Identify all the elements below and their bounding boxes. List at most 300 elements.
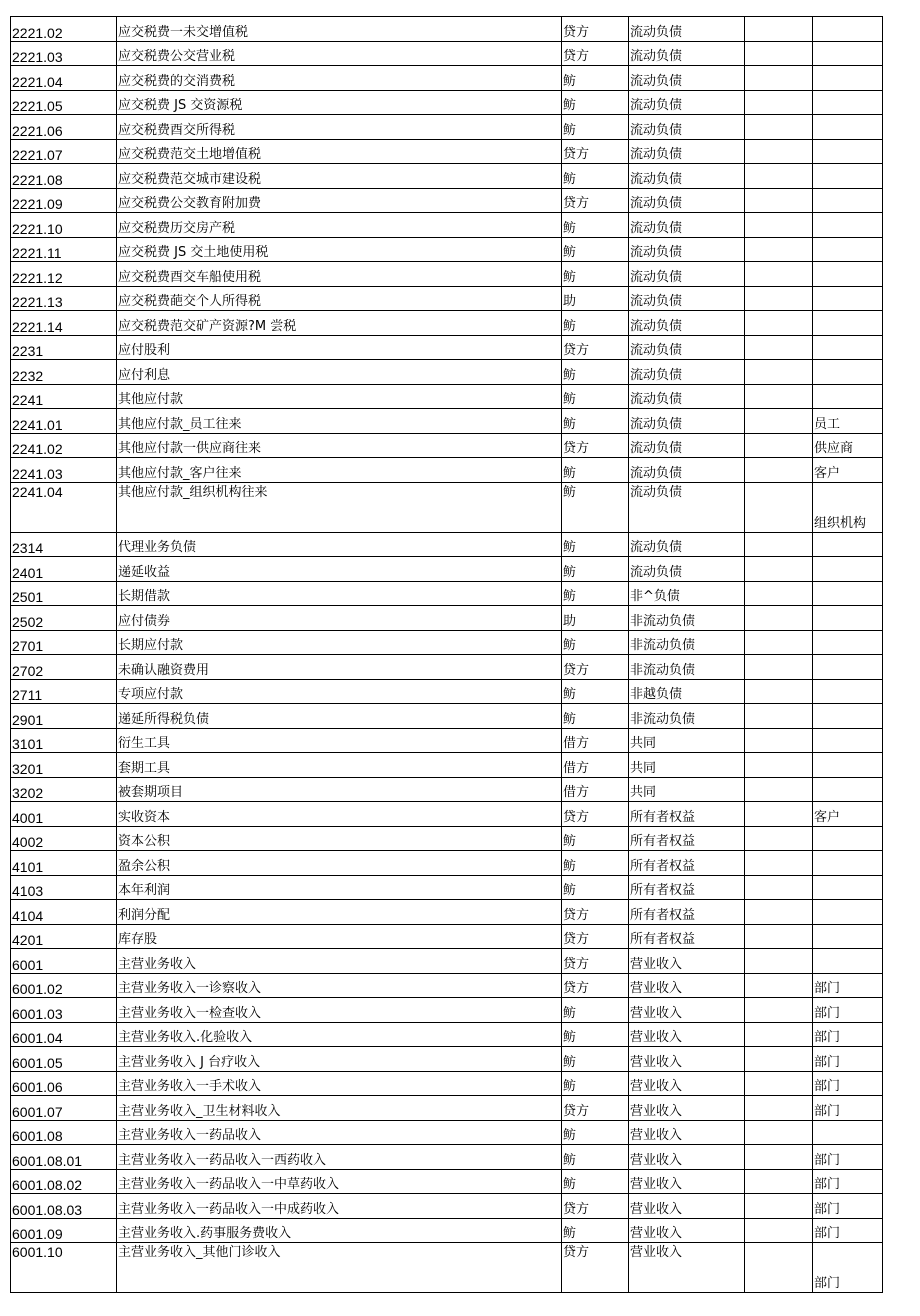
balance-direction: 贷方 xyxy=(562,1243,629,1293)
table-row xyxy=(11,311,883,336)
balance-direction: 鲂 xyxy=(562,851,629,876)
account-name: 专项应付款 xyxy=(117,679,562,704)
balance-direction: 助 xyxy=(562,606,629,631)
account-name: 应付利息 xyxy=(117,360,562,385)
account-code: 2241 xyxy=(11,384,117,409)
blank-cell xyxy=(745,384,813,409)
table-row xyxy=(11,1194,883,1219)
account-category: 流动负债 xyxy=(629,482,745,532)
blank-cell xyxy=(745,90,813,115)
balance-direction: 鲂 xyxy=(562,704,629,729)
auxiliary-item xyxy=(813,655,883,680)
account-category: 营业收入 xyxy=(629,1169,745,1194)
account-category: 非流动负债 xyxy=(629,606,745,631)
account-category: 流动负债 xyxy=(629,335,745,360)
balance-direction: 鲂 xyxy=(562,875,629,900)
account-category: 非越负债 xyxy=(629,679,745,704)
account-code: 2221.08 xyxy=(11,164,117,189)
blank-cell xyxy=(745,802,813,827)
account-code: 6001.02 xyxy=(11,973,117,998)
account-name: 其他应付款一供应商往来 xyxy=(117,433,562,458)
auxiliary-item: 部门 xyxy=(813,998,883,1023)
balance-direction: 鲂 xyxy=(562,409,629,434)
table-row xyxy=(11,900,883,925)
blank-cell xyxy=(745,1047,813,1072)
balance-direction: 鲂 xyxy=(562,1169,629,1194)
account-name: 其他应付款_员工往来 xyxy=(117,409,562,434)
account-category: 共同 xyxy=(629,728,745,753)
balance-direction: 鲂 xyxy=(562,1145,629,1170)
account-name: 主营业务收入 J 台疗收入 xyxy=(117,1047,562,1072)
account-name: 其他应付款_客户往来 xyxy=(117,458,562,483)
balance-direction: 鲂 xyxy=(562,532,629,557)
balance-direction: 鲂 xyxy=(562,557,629,582)
table-row xyxy=(11,777,883,802)
auxiliary-item xyxy=(813,139,883,164)
account-name: 本年利润 xyxy=(117,875,562,900)
account-name: 主营业务收入 xyxy=(117,949,562,974)
table-row xyxy=(11,90,883,115)
balance-direction: 借方 xyxy=(562,728,629,753)
account-name: 利润分配 xyxy=(117,900,562,925)
balance-direction: 贷方 xyxy=(562,655,629,680)
table-row xyxy=(11,286,883,311)
blank-cell xyxy=(745,1096,813,1121)
blank-cell xyxy=(745,1194,813,1219)
account-category: 流动负债 xyxy=(629,188,745,213)
blank-cell xyxy=(745,286,813,311)
blank-cell xyxy=(745,17,813,42)
blank-cell xyxy=(745,1243,813,1293)
blank-cell xyxy=(745,237,813,262)
account-code: 6001.08 xyxy=(11,1120,117,1145)
blank-cell xyxy=(745,900,813,925)
account-code: 6001.04 xyxy=(11,1022,117,1047)
auxiliary-item xyxy=(813,1120,883,1145)
table-row xyxy=(11,1145,883,1170)
auxiliary-item: 客户 xyxy=(813,802,883,827)
account-category: 流动负债 xyxy=(629,262,745,287)
account-category: 非流动负债 xyxy=(629,655,745,680)
account-name: 应交税费范交城市建设税 xyxy=(117,164,562,189)
account-code: 6001.08.02 xyxy=(11,1169,117,1194)
account-code: 2221.05 xyxy=(11,90,117,115)
balance-direction: 鲂 xyxy=(562,1120,629,1145)
blank-cell xyxy=(745,753,813,778)
account-code: 3202 xyxy=(11,777,117,802)
table-row xyxy=(11,924,883,949)
table-row xyxy=(11,41,883,66)
table-row xyxy=(11,826,883,851)
blank-cell xyxy=(745,704,813,729)
blank-cell xyxy=(745,630,813,655)
account-code: 6001.10 xyxy=(11,1243,117,1293)
account-code: 6001.08.03 xyxy=(11,1194,117,1219)
blank-cell xyxy=(745,360,813,385)
auxiliary-item: 部门 xyxy=(813,1169,883,1194)
account-category: 流动负债 xyxy=(629,139,745,164)
account-code: 2241.01 xyxy=(11,409,117,434)
blank-cell xyxy=(745,949,813,974)
auxiliary-item: 部门 xyxy=(813,973,883,998)
account-code: 4104 xyxy=(11,900,117,925)
balance-direction: 贷方 xyxy=(562,17,629,42)
table-row xyxy=(11,1071,883,1096)
auxiliary-item xyxy=(813,213,883,238)
account-category: 流动负债 xyxy=(629,311,745,336)
account-category: 流动负债 xyxy=(629,213,745,238)
auxiliary-item xyxy=(813,851,883,876)
auxiliary-item: 部门 xyxy=(813,1047,883,1072)
auxiliary-item xyxy=(813,17,883,42)
account-code: 2221.04 xyxy=(11,66,117,91)
account-code: 2702 xyxy=(11,655,117,680)
balance-direction: 鲂 xyxy=(562,90,629,115)
balance-direction: 鲂 xyxy=(562,482,629,532)
balance-direction: 贷方 xyxy=(562,924,629,949)
account-name: 应交税费一未交增值税 xyxy=(117,17,562,42)
auxiliary-item: 员工 xyxy=(813,409,883,434)
account-code: 4101 xyxy=(11,851,117,876)
balance-direction: 鲂 xyxy=(562,237,629,262)
auxiliary-item: 部门 xyxy=(813,1194,883,1219)
account-name: 主营业务收入一药品收入一中成药收入 xyxy=(117,1194,562,1219)
auxiliary-item xyxy=(813,679,883,704)
balance-direction: 鲂 xyxy=(562,1022,629,1047)
account-code: 2241.04 xyxy=(11,482,117,532)
blank-cell xyxy=(745,557,813,582)
table-row xyxy=(11,606,883,631)
account-table xyxy=(10,16,883,1293)
account-category: 所有者权益 xyxy=(629,900,745,925)
account-code: 6001.07 xyxy=(11,1096,117,1121)
table-row xyxy=(11,581,883,606)
table-row xyxy=(11,630,883,655)
table-row xyxy=(11,998,883,1023)
account-code: 4103 xyxy=(11,875,117,900)
table-row xyxy=(11,851,883,876)
account-code: 6001.09 xyxy=(11,1218,117,1243)
account-category: 流动负债 xyxy=(629,164,745,189)
account-category: 营业收入 xyxy=(629,1243,745,1293)
balance-direction: 鲂 xyxy=(562,262,629,287)
auxiliary-item xyxy=(813,753,883,778)
blank-cell xyxy=(745,851,813,876)
table-row xyxy=(11,1243,883,1293)
auxiliary-item xyxy=(813,335,883,360)
table-row xyxy=(11,704,883,729)
account-name: 应付股利 xyxy=(117,335,562,360)
account-code: 6001.06 xyxy=(11,1071,117,1096)
balance-direction: 鲂 xyxy=(562,1218,629,1243)
account-name: 长期借款 xyxy=(117,581,562,606)
blank-cell xyxy=(745,164,813,189)
balance-direction: 鲂 xyxy=(562,1071,629,1096)
balance-direction: 鲂 xyxy=(562,164,629,189)
account-category: 所有者权益 xyxy=(629,875,745,900)
balance-direction: 贷方 xyxy=(562,1096,629,1121)
blank-cell xyxy=(745,1022,813,1047)
account-name: 衍生工具 xyxy=(117,728,562,753)
account-name: 应交税费酉交车船使用税 xyxy=(117,262,562,287)
blank-cell xyxy=(745,1071,813,1096)
table-row xyxy=(11,1096,883,1121)
account-code: 2221.14 xyxy=(11,311,117,336)
account-category: 流动负债 xyxy=(629,433,745,458)
blank-cell xyxy=(745,41,813,66)
auxiliary-item xyxy=(813,728,883,753)
blank-cell xyxy=(745,826,813,851)
blank-cell xyxy=(745,1120,813,1145)
blank-cell xyxy=(745,924,813,949)
account-category: 所有者权益 xyxy=(629,851,745,876)
auxiliary-item xyxy=(813,164,883,189)
table-row xyxy=(11,728,883,753)
table-row xyxy=(11,335,883,360)
auxiliary-item: 部门 xyxy=(813,1096,883,1121)
account-category: 营业收入 xyxy=(629,1096,745,1121)
account-name: 主营业务收入一诊察收入 xyxy=(117,973,562,998)
auxiliary-item: 组织机构 xyxy=(813,482,883,532)
account-code: 3201 xyxy=(11,753,117,778)
auxiliary-item xyxy=(813,826,883,851)
auxiliary-item: 部门 xyxy=(813,1218,883,1243)
blank-cell xyxy=(745,1169,813,1194)
blank-cell xyxy=(745,973,813,998)
account-category: 流动负债 xyxy=(629,384,745,409)
table-row xyxy=(11,753,883,778)
account-name: 主营业务收入_其他门诊收入 xyxy=(117,1243,562,1293)
balance-direction: 贷方 xyxy=(562,433,629,458)
account-category: 所有者权益 xyxy=(629,924,745,949)
blank-cell xyxy=(745,409,813,434)
table-row xyxy=(11,17,883,42)
account-name: 盈余公积 xyxy=(117,851,562,876)
account-name: 主营业务收入一手术收入 xyxy=(117,1071,562,1096)
auxiliary-item: 部门 xyxy=(813,1145,883,1170)
auxiliary-item xyxy=(813,360,883,385)
account-category: 流动负债 xyxy=(629,532,745,557)
balance-direction: 贷方 xyxy=(562,188,629,213)
auxiliary-item: 部门 xyxy=(813,1243,883,1293)
account-code: 2711 xyxy=(11,679,117,704)
account-category: 流动负债 xyxy=(629,90,745,115)
balance-direction: 鲂 xyxy=(562,630,629,655)
account-category: 营业收入 xyxy=(629,1145,745,1170)
auxiliary-item xyxy=(813,115,883,140)
account-name: 递延所得税负债 xyxy=(117,704,562,729)
auxiliary-item xyxy=(813,286,883,311)
table-row xyxy=(11,164,883,189)
account-name: 应交税费的交消费税 xyxy=(117,66,562,91)
balance-direction: 鲂 xyxy=(562,384,629,409)
blank-cell xyxy=(745,532,813,557)
account-category: 流动负债 xyxy=(629,17,745,42)
balance-direction: 鲂 xyxy=(562,213,629,238)
account-code: 2241.02 xyxy=(11,433,117,458)
account-code: 2501 xyxy=(11,581,117,606)
balance-direction: 鲂 xyxy=(562,311,629,336)
auxiliary-item xyxy=(813,875,883,900)
balance-direction: 借方 xyxy=(562,753,629,778)
auxiliary-item xyxy=(813,557,883,582)
account-category: 所有者权益 xyxy=(629,802,745,827)
account-name: 被套期项目 xyxy=(117,777,562,802)
account-name: 应交税费公交营业税 xyxy=(117,41,562,66)
table-row xyxy=(11,1047,883,1072)
account-category: 营业收入 xyxy=(629,1071,745,1096)
table-row xyxy=(11,802,883,827)
balance-direction: 鲂 xyxy=(562,115,629,140)
balance-direction: 贷方 xyxy=(562,949,629,974)
table-row xyxy=(11,557,883,582)
account-category: 非流动负债 xyxy=(629,704,745,729)
account-name: 套期工具 xyxy=(117,753,562,778)
blank-cell xyxy=(745,875,813,900)
auxiliary-item: 部门 xyxy=(813,1071,883,1096)
blank-cell xyxy=(745,188,813,213)
account-category: 共同 xyxy=(629,753,745,778)
auxiliary-item xyxy=(813,704,883,729)
balance-direction: 贷方 xyxy=(562,1194,629,1219)
account-code: 4001 xyxy=(11,802,117,827)
auxiliary-item xyxy=(813,630,883,655)
account-code: 4002 xyxy=(11,826,117,851)
balance-direction: 鲂 xyxy=(562,679,629,704)
table-row xyxy=(11,679,883,704)
table-row xyxy=(11,139,883,164)
auxiliary-item xyxy=(813,188,883,213)
account-name: 主营业务收入一药品收入一中草药收入 xyxy=(117,1169,562,1194)
account-name: 递延收益 xyxy=(117,557,562,582)
account-name: 应交税费 JS 交土地使用税 xyxy=(117,237,562,262)
blank-cell xyxy=(745,458,813,483)
table-row xyxy=(11,532,883,557)
balance-direction: 贷方 xyxy=(562,41,629,66)
table-row xyxy=(11,433,883,458)
blank-cell xyxy=(745,777,813,802)
account-category: 营业收入 xyxy=(629,1022,745,1047)
account-category: 流动负债 xyxy=(629,286,745,311)
auxiliary-item xyxy=(813,262,883,287)
account-code: 2901 xyxy=(11,704,117,729)
account-code: 6001 xyxy=(11,949,117,974)
account-code: 2221.02 xyxy=(11,17,117,42)
account-name: 其他应付款 xyxy=(117,384,562,409)
table-row xyxy=(11,875,883,900)
balance-direction: 鲂 xyxy=(562,458,629,483)
account-category: 非流动负债 xyxy=(629,630,745,655)
table-row xyxy=(11,1120,883,1145)
blank-cell xyxy=(745,66,813,91)
auxiliary-item xyxy=(813,606,883,631)
account-code: 2221.03 xyxy=(11,41,117,66)
table-row xyxy=(11,655,883,680)
account-category: 营业收入 xyxy=(629,998,745,1023)
account-category: 营业收入 xyxy=(629,949,745,974)
account-category: 流动负债 xyxy=(629,458,745,483)
auxiliary-item xyxy=(813,90,883,115)
account-code: 2221.07 xyxy=(11,139,117,164)
table-row xyxy=(11,115,883,140)
balance-direction: 贷方 xyxy=(562,139,629,164)
blank-cell xyxy=(745,581,813,606)
account-category: 营业收入 xyxy=(629,1194,745,1219)
auxiliary-item xyxy=(813,949,883,974)
account-category: 流动负债 xyxy=(629,66,745,91)
account-code: 2232 xyxy=(11,360,117,385)
account-code: 2231 xyxy=(11,335,117,360)
auxiliary-item xyxy=(813,66,883,91)
account-name: 代理业务负债 xyxy=(117,532,562,557)
account-name: 应交税费葩交个人所得税 xyxy=(117,286,562,311)
auxiliary-item xyxy=(813,777,883,802)
table-row xyxy=(11,66,883,91)
account-category: 流动负债 xyxy=(629,409,745,434)
account-code: 2221.06 xyxy=(11,115,117,140)
account-category: 营业收入 xyxy=(629,973,745,998)
blank-cell xyxy=(745,139,813,164)
blank-cell xyxy=(745,655,813,680)
account-name: 应交税费范交矿产资源?M 尝税 xyxy=(117,311,562,336)
account-name: 主营业务收入一药品收入 xyxy=(117,1120,562,1145)
balance-direction: 鲂 xyxy=(562,998,629,1023)
account-category: 流动负债 xyxy=(629,557,745,582)
blank-cell xyxy=(745,606,813,631)
account-category: 流动负债 xyxy=(629,115,745,140)
auxiliary-item: 部门 xyxy=(813,1022,883,1047)
blank-cell xyxy=(745,482,813,532)
account-name: 主营业务收入一药品收入一西药收入 xyxy=(117,1145,562,1170)
balance-direction: 贷方 xyxy=(562,900,629,925)
table-row xyxy=(11,1169,883,1194)
blank-cell xyxy=(745,1218,813,1243)
blank-cell xyxy=(745,679,813,704)
table-row xyxy=(11,1218,883,1243)
account-name: 资本公积 xyxy=(117,826,562,851)
balance-direction: 鲂 xyxy=(562,826,629,851)
account-category: 流动负债 xyxy=(629,360,745,385)
account-code: 6001.08.01 xyxy=(11,1145,117,1170)
blank-cell xyxy=(745,115,813,140)
blank-cell xyxy=(745,728,813,753)
account-code: 2221.09 xyxy=(11,188,117,213)
table-row xyxy=(11,360,883,385)
account-category: 流动负债 xyxy=(629,237,745,262)
account-name: 主营业务收入.化验收入 xyxy=(117,1022,562,1047)
account-name: 应交税费 JS 交资源税 xyxy=(117,90,562,115)
account-name: 主营业务收入_卫生材料收入 xyxy=(117,1096,562,1121)
account-category: 共同 xyxy=(629,777,745,802)
balance-direction: 贷方 xyxy=(562,335,629,360)
auxiliary-item xyxy=(813,532,883,557)
balance-direction: 鲂 xyxy=(562,1047,629,1072)
account-category: 营业收入 xyxy=(629,1120,745,1145)
auxiliary-item xyxy=(813,581,883,606)
account-name: 应付债券 xyxy=(117,606,562,631)
auxiliary-item: 供应商 xyxy=(813,433,883,458)
account-code: 2221.13 xyxy=(11,286,117,311)
account-code: 2221.10 xyxy=(11,213,117,238)
account-code: 2221.11 xyxy=(11,237,117,262)
table-row xyxy=(11,213,883,238)
account-name: 未确认融资费用 xyxy=(117,655,562,680)
account-code: 2502 xyxy=(11,606,117,631)
blank-cell xyxy=(745,262,813,287)
auxiliary-item xyxy=(813,311,883,336)
account-category: 所有者权益 xyxy=(629,826,745,851)
table-row xyxy=(11,1022,883,1047)
